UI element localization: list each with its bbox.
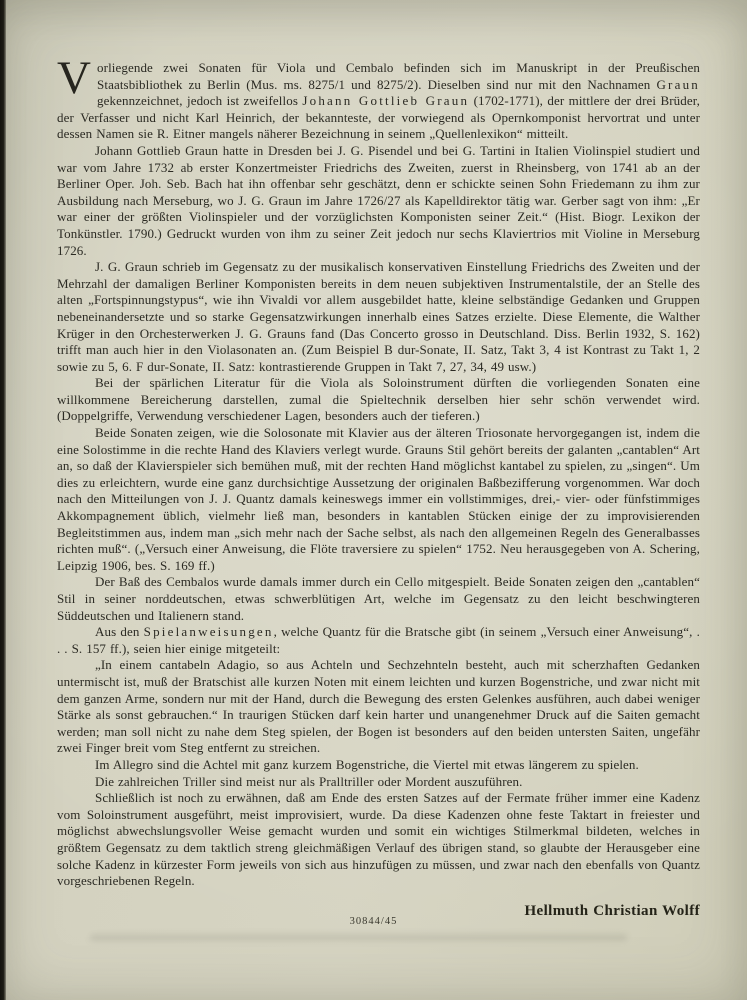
paragraph-text: Bei der spärlichen Literatur für die Viola als Soloinstrument dürften die vorliegenden Sonaten eine willkommene Bereicherung darstellen, zumal die Spieltechnik derselben hier sehr schön verwendet wird. (Doppelgriffe, Verwendung verschiedener Lagen, besonders auch der tieferen.) bbox=[57, 375, 700, 424]
preface-paragraph-7 bbox=[57, 624, 700, 657]
drop-cap-initial: V bbox=[57, 52, 92, 104]
preface-paragraph-6 bbox=[57, 574, 700, 624]
author-signature: Hellmuth Christian Wolff bbox=[524, 902, 700, 919]
plate-number: 30844/45 bbox=[349, 916, 398, 927]
paragraph-text: , welche Quantz für die Bratsche gibt (in seinem „Versuch einer Anweisung“, . . . S. 157 ff.), seien hier einige mitgeteilt: bbox=[57, 624, 701, 656]
paragraph-text: J. G. Graun schrieb im Gegensatz zu der musikalisch konservativen Einstellung Friedrichs des Zweiten und der Mehrzahl der damaligen Berliner Komponisten bereits in dem neuen subjektiven Instrumentalstile, der an Stelle des alten „Fortspinnungstypus“, wie ihn Vivaldi vor allem ausgebildet hatte, kleine selbständige Gedanken und Gruppen nebeneinandersetzte und so starke Gegensatzwirkungen innerhalb eines Satzes erzielte. Diese Elemente, die Walther Krüger in den Orchesterwerken J. G. Grauns fand (Das Concerto grosso in Deutschland. Diss. Berlin 1932, S. 162) trifft man auch hier in den Violasonaten an. (Zum Beispiel B dur-Sonate, II. Satz, Takt 3, 4 ist Kontrast zu Takt 1, 2 sowie zu 5, 6. F dur-Sonate, II. Satz: kontrastierende Gruppen in Takt 7, 27, 34, 49 usw.) bbox=[57, 259, 700, 374]
paragraph-text: Der Baß des Cembalos wurde damals immer durch ein Cello mitgespielt. Beide Sonaten zeigen den „cantablen“ Stil in seiner norddeutschen, etwas schwerblütigen Art, welche im Gegensatz zu den leicht beschwingteren Süddeutschen und Italienern stand. bbox=[57, 574, 700, 623]
paragraph-text: Im Allegro sind die Achtel mit ganz kurzem Bogenstriche, die Viertel mit etwas längerem zu spielen. bbox=[95, 756, 639, 772]
preface-paragraph-2 bbox=[57, 143, 700, 259]
paragraph-text: orliegende zwei Sonaten für Viola und Cembalo befinden sich im Manuskript in der Preußischen Staatsbibliothek zu Berlin (Mus. ms. 8275/1 und 8275/2). Dieselben sind nur mit den Nachnamen bbox=[97, 60, 700, 92]
preface-paragraph-4 bbox=[57, 375, 700, 425]
paragraph-text: gekennzeichnet, jedoch ist zweifellos bbox=[97, 93, 303, 109]
emphasized-name: Graun bbox=[656, 76, 700, 92]
reverse-side-show-through bbox=[90, 934, 627, 941]
page-left-edge-shadow bbox=[0, 0, 6, 1000]
preface-paragraph-1 bbox=[57, 52, 700, 143]
paragraph-text: (1702-1771), der mittlere der drei Brüder, der Verfasser und nicht Karl Heinrich, der bekannteste, der vorwiegend als Opernkomponist hervortrat und unter dessen Namen sie R. Eitner mangels näherer Bezeichnung in seinem „Quellenlexikon“ mitteilt. bbox=[57, 93, 700, 142]
paragraph-text: Die zahlreichen Triller sind meist nur als Pralltriller oder Mordent auszuführen. bbox=[95, 773, 523, 789]
paragraph-text: „In einem cantabeln Adagio, so aus Achteln und Sechzehnteln besteht, auch mit scherzhaften Gedanken untermischt ist, muß der Bratschist alle kurzen Noten mit einem leichten und kurzen Bogenstriche, und zwar nicht mit dem ganzen Arme, sondern nur mit der Hand, durch die Bewegung des ersten Gelenkes ausführen, auch dabei weniger Stärke als sonst gebrauchen.“ In traurigen Stücken darf kein harter und unangenehmer Druck auf die Saiten gemacht werden; man soll nicht zu nahe dem Steg spielen, der Bogen ist besonders auf den beiden untersten Saiten, ungefähr zwei Finger breit vom Steg entfernt zu streichen. bbox=[57, 657, 700, 756]
preface-paragraph-10 bbox=[57, 774, 700, 791]
paragraph-text: Aus den bbox=[95, 624, 144, 640]
paragraph-text: Johann Gottlieb Graun hatte in Dresden bei J. G. Pisendel und bei G. Tartini in Italien Violinspiel studiert und war vom Jahre 1732 ab erster Konzertmeister Friedrichs des Zweiten, zuerst in Rheinsberg, von 1741 ab an der Berliner Oper. Joh. Seb. Bach hat ihn offenbar sehr geschätzt, denn er schickte seinen Sohn Friedemann zu ihm zur Ausbildung nach Merseburg, wo J. G. Graun im Jahre 1726/27 als Kapelldirektor tätig war. Gerber sagt von ihm: „Er war einer der größten Violinspieler und der vorzüglichsten Komponisten seiner Zeit.“ (Hist. Biogr. Lexikon der Tonkünstler. 1790.) Gedruckt wurden von ihm zu seiner Zeit jedoch nur sechs Klaviertrios mit Violine in Merseburg 1726. bbox=[57, 142, 700, 258]
preface-text-block bbox=[57, 52, 701, 919]
preface-paragraph-11 bbox=[57, 790, 700, 890]
preface-paragraph-9 bbox=[57, 757, 700, 774]
preface-paragraph-8 bbox=[57, 657, 700, 757]
paragraph-text: Schließlich ist noch zu erwähnen, daß am Ende des ersten Satzes auf der Fermate früher immer eine Kadenz vom Soloinstrument ausgeführt, meist improvisiert, wurde. Da diese Kadenzen ohne feste Taktart in freiester und möglichst abwechslungsvoller Weise gemacht wurden und somit ein wichtiges Stilmerkmal bildeten, welches in größtem Gegensatz zu dem taktlich streng gleichmäßigen Verlauf des übrigen stand, so glaubte der Herausgeber eine solche Kadenz in kürzester Form jeweils von sich aus hinzufügen zu müssen, und zwar nach den ebenfalls von Quantz vorgeschriebenen Regeln. bbox=[57, 790, 700, 889]
preface-paragraph-5 bbox=[57, 425, 700, 574]
emphasized-name: Johann Gottlieb Graun bbox=[302, 93, 470, 109]
preface-paragraph-3 bbox=[57, 259, 700, 375]
emphasized-term: Spielanweisungen bbox=[143, 624, 274, 640]
paragraph-text: Beide Sonaten zeigen, wie die Solosonate mit Klavier aus der älteren Triosonate hervorgegangen ist, indem die eine Solostimme in die rechte Hand des Klaviers verlegt wurde. Grauns Stil gehört bereits der galanten „cantablen“ Art an, so daß der Klavierspieler sich bemühen muß, mit der rechten Hand möglichst kantabel zu spielen, zu „singen“. Um dies zu erleichtern, wurde eine ganz durchsichtige Aussetzung der originalen Baßbezifferung vorgenommen. War doch nach den Mitteilungen von J. J. Quantz damals keineswegs immer ein vollstimmiges, drei,- vier- oder fünfstimmiges Akkompagnement üblich, vielmehr ließ man, besonders in kantablen Stücken einige der zu improvisierenden Begleitstimmen aus, indem man „sich mehr nach der Sache selbst, als nach den allgemeinen Regeln des Generalbasses richten muß“. („Versuch einer Anweisung, die Flöte traversiere zu spielen“ 1752. Neu herausgegeben von A. Schering, Leipzig 1906, bes. S. 169 ff.) bbox=[57, 425, 700, 573]
